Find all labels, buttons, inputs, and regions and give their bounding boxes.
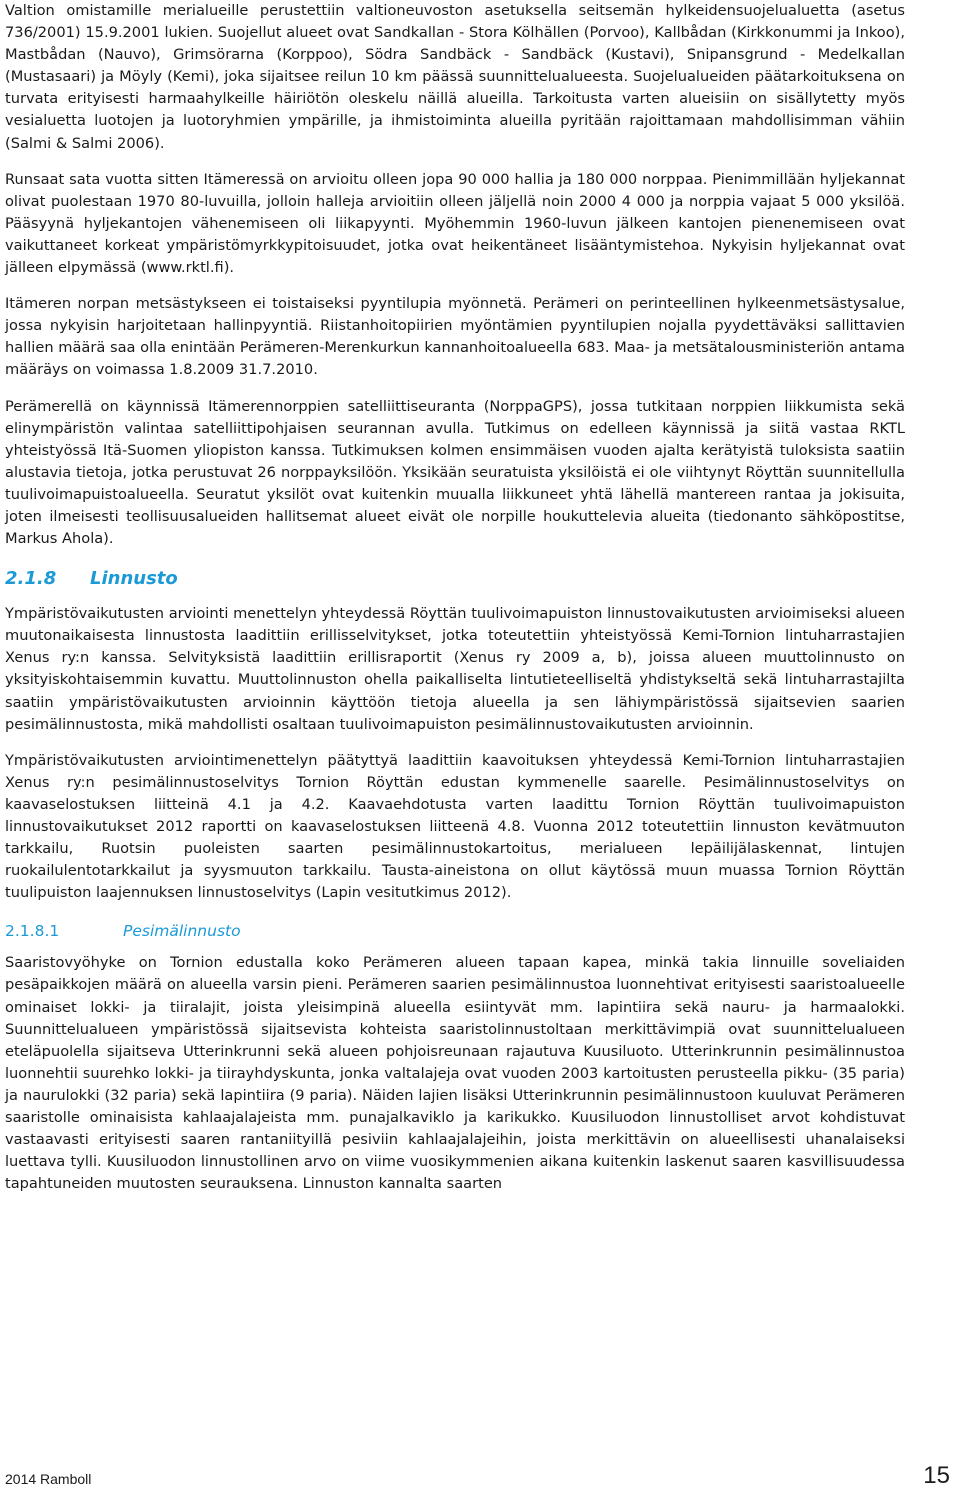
- page-number: 15: [923, 1462, 950, 1489]
- paragraph-seal-population-history: Runsaat sata vuotta sitten Itämeressä on arvioitu olleen jopa 90 000 hallia ja 180 000 norppaa. Pienimmillään hyljekannat olivat puolestaan 1970 80-luvuilla, jolloin halleja arvioitiin olleen jäljellä noin 2000 4 000 ja norppia vajaat 5 000 yksilöä. Pääsyynä hyljekantojen vähenemiseen oli liikapyynti. Myöhemmin 1960-luvun jälkeen kantojen pienenemiseen ovat vaikuttaneet korkeat ympäristömyrkkypitoisuudet, jotka ovat heikentäneet lisääntymistehoa. Nykyisin hyljekannat ovat jälleen elpymässä (www.rktl.fi).: [5, 170, 905, 277]
- paragraph-bird-impact-assessment: Ympäristövaikutusten arviointi menettelyn yhteydessä Röyttän tuulivoimapuiston linnustovaikutusten arvioimiseksi alueen muutonaikaisesta linnustosta laadittiin erillisselvitykset, jotka toteutettiin yhteistyössä Kemi-Tornion lintuharrastajien Xenus ry:n kanssa. Selvityksistä laadittiin erillisraportit (Xenus ry 2009 a, b), joissa alueen muuttolinnusto on yksityiskohtaisemmin kuvattu. Muuttolinnuston ohella paikalliselta lintutieteelliseltä yhdistykseltä sekä lintuharrastajilta saatiin ympäristövaikutusten arvioinnin käyttöön tietoja alueella ja sen lähiympäristössä sijaitsevien saarien pesimälinnustosta, mikä mahdollisti osaltaan tuulivoimapuiston pesimälinnustovaikutusten arvioinnin.: [5, 605, 905, 733]
- subsection-heading-pesimalinnusto: [5, 922, 905, 940]
- subsection-number: 2.1.8.1: [5, 922, 60, 941]
- paragraph-bird-surveys: Ympäristövaikutusten arviointimenettelyn päätyttyä laadittiin kaavoituksen yhteydessä Kemi-Tornion lintuharrastajien Xenus ry:n pesimälinnustoselvitys Tornion Röyttän edustan kymmenelle saarelle. Pesimälinnustoselvitys on kaavaselostuksen liitteinä 4.1 ja 4.2. Kaavaehdotusta varten laadittu Tornion Röyttän tuulivoimapuiston linnustovaikutukset 2012 raportti on kaavaselostuksen liitteenä 4.8. Vuonna 2012 toteutettiin linnuston kevätmuuton tarkkailu, Ruotsin puoleisten saarten pesimälinnustokartoitus, merialueen lepäilijälaskennat, lintujen ruokailulentotarkkailut ja syysmuuton tarkkailu. Tausta-aineistona on ollut käytössä muun muassa Tornion Röyttän tuulipuiston laajennuksen linnustoselvitys (Lapin vesitutkimus 2012).: [5, 751, 905, 902]
- subsection-title: Pesimälinnusto: [123, 922, 241, 941]
- footer-publisher: 2014 Ramboll: [5, 1471, 92, 1487]
- section-number: 2.1.8: [5, 568, 57, 590]
- section-heading-linnusto: [5, 568, 905, 589]
- page-footer: [5, 1462, 950, 1490]
- document-body: [5, 0, 905, 1195]
- paragraph-seal-protection-areas: Valtion omistamille merialueille perustettiin valtioneuvoston asetuksella seitsemän hylkeidensuojelualuetta (asetus 736/2001) 15.9.2001 lukien. Suojellut alueet ovat Sandkallan - Stora Kölhällen (Porvoo), Kallbådan (Kirkkonummi ja Inkoo), Mastbådan (Nauvo), Grimsörarna (Korppoo), Södra Sandbäck - Sandbäck (Kustavi), Snipansgrund - Medelkallan (Mustasaari) ja Möyly (Kemi), joka sijaitsee reilun 10 km päässä suunnittelualueesta. Suojelualueiden päätarkoituksena on turvata erityisesti harmaahylkeille häiriötön oleskelu näillä alueilla. Tarkoitusta varten alueisiin on sisällytetty myös vesialuetta luotojen ja luotoryhmien ympärille, ja ihmistoiminta alueilla pyritään rajoittamaan mahdollisimman vähiin (Salmi & Salmi 2006).: [5, 2, 905, 152]
- paragraph-seal-hunting: Itämeren norpan metsästykseen ei toistaiseksi pyyntilupia myönnetä. Perämeri on perinteellinen hylkeenmetsästysalue, jossa nykyisin harjoitetaan hallinpyyntiä. Riistanhoitopiirien myöntämien pyyntilupien nojalla pyydettäväksi sallittavien hallien määrä saa olla enintään Perämeren-Merenkurkun kannanhoitoalueella 683. Maa- ja metsätalousministeriön antama määräys on voimassa 1.8.2009 31.7.2010.: [5, 295, 905, 379]
- paragraph-breeding-birds: Saaristovyöhyke on Tornion edustalla koko Perämeren alueen tapaan kapea, minkä takia linnuille soveliaiden pesäpaikkojen määrä on alueella varsin pieni. Perämeren saarien pesimälinnustoa luonnehtivat erityisesti saaristoalueelle ominaiset lokki- ja tiiralajit, joista yleisimpinä alueella esiintyvät mm. lapintiira sekä nauru- ja harmaalokki. Suunnittelualueen ympäristössä sijaitsevista kohteista saaristolinnustoltaan merkittävimpiä ovat suunnittelualueen eteläpuolella sijaitseva Utterinkrunni sekä alueen pohjoisreunaan rajautuva Kuusiluoto. Utterinkrunnin pesimälinnustoa luonnehtii suurehko lokki- ja tiirayhdyskunta, jonka valtalajeja ovat vuoden 2003 kartoitusten perusteella pikku- (35 paria) ja naurulokki (32 paria) sekä lapintiira (9 paria). Näiden lajien lisäksi Utterinkrunnin pesimälinnustoon kuuluvat Perämeren saaristolle ominaisista kahlaajalajeista mm. punajalkaviklo ja karikukko. Kuusiluodon linnustolliset arvot kohdistuvat vastaavasti erityisesti saaren rantaniityillä pesiviin kahlaajalajeihin, joista merkittävin on alueellisesti uhanalaiseksi luettava tylli. Kuusiluodon linnustollinen arvo on viime vuosikymmenien aikana kuitenkin laskenut saaren kasvillisuudessa tapahtuneiden muutosten seurauksena. Linnuston kannalta saarten: [5, 954, 905, 1193]
- section-title: Linnusto: [90, 568, 178, 590]
- paragraph-norppa-gps: Perämerellä on käynnissä Itämerennorppien satelliittiseuranta (NorppaGPS), jossa tutkitaan norppien liikkumista sekä elinympäristön valintaa satelliittipohjaisen seurannan avulla. Tutkimus on edelleen käynnissä ja siitä vastaa RKTL yhteistyössä Itä-Suomen yliopiston kanssa. Tutkimuksen kolmen ensimmäisen vuoden ajalta kerätyistä tuloksista saatiin alustavia tietoja, jotka perustuvat 26 norppayksilöön. Yksikään seuratuista yksilöistä ei ole viihtynyt Röyttän suunnitellulla tuulivoimapuistoalueella. Seuratut yksilöt ovat kuitenkin muualla liikkuneet yhtä lähellä mantereen rantaa ja jokisuita, joten ilmeisesti teollisuusalueiden hallitsemat alueet eivät ole norpille houkuttelevia alueita (tiedonanto sähköpostitse, Markus Ahola).: [5, 397, 905, 548]
